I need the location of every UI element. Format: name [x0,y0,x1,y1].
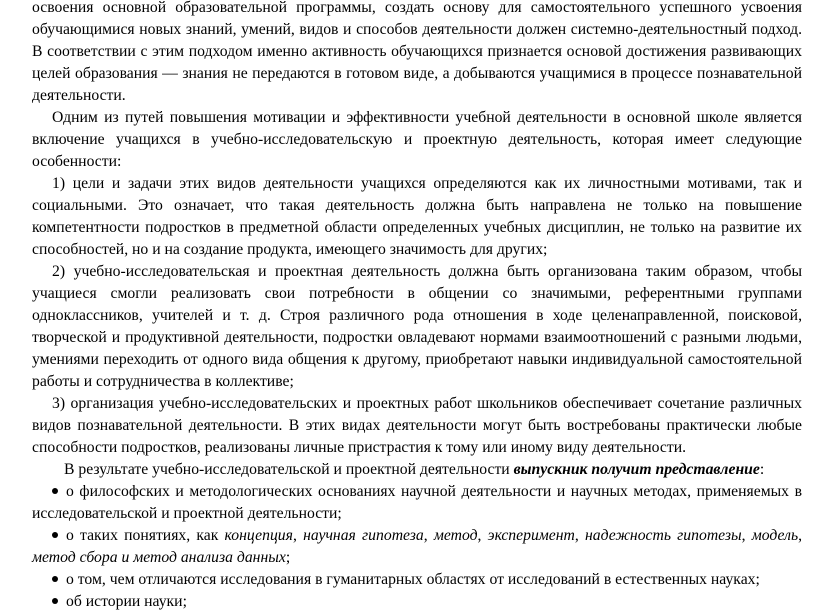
list-item [32,569,802,591]
bullet-2-tail: ; [285,549,291,566]
term-data-methods: метод сбора и метод анализа данных [32,549,286,566]
paragraph-6 [32,459,802,481]
separator: , [423,527,434,544]
bullet-icon [52,598,58,604]
bullet-icon [52,532,58,538]
paragraph-4: 2) учебно-исследовательская и проектная деятельность должна быть организована таким образом, чтобы учащиеся смогли реализовать свои потребности в общении со значимыми, референтными группами одноклассников, учителей и т. д. Строя различного рода отношения в ходе целенаправленной, поисковой, творческой и продуктивной деятельности, подростки овладевают нормами взаимоотношений с разными людьми, умениями переходить от одного вида общения к другому, приобретают навыки индивидуальной самостоятельной работы и сотрудничества в коллективе; [32,263,802,390]
bullet-3-text: о том, чем отличаются исследования в гуманитарных областях от исследований в естественных науках; [66,571,760,588]
separator: , [574,527,585,544]
separator: , [798,527,803,544]
paragraph-6-tail: : [759,461,765,478]
separator: , [292,527,304,544]
paragraph-6-emphasis: выпускник получит представление [513,461,760,478]
paragraph-3: 1) цели и задачи этих видов деятельности учащихся определяются как их личностными мотивами, так и социальными. Это означает, что такая деятельность должна быть направлена не только на повышение компетентности подростков в предметной области определенных учебных дисциплин, не только на развитие их способностей, но и на создание продукта, имеющего значимость для других; [32,175,802,258]
bullet-4-text: об истории науки; [66,593,187,610]
list-item [32,481,802,525]
paragraph-1: освоения основной образовательной программы, создать основу для самостоятельного успешного усвоения обучающимися новых знаний, умений, видов и способов деятельности должен системно-деятельностный подход. В соответствии с этим подходом именно активность обучающихся признается основой достижения развивающих целей образования — знания не передаются в готовом виде, а добываются учащимися в процессе познавательной деятельности. [32,0,802,104]
term-reliability: надежность гипотезы [585,527,742,544]
bullet-list [32,481,802,613]
list-item [32,525,802,569]
bullet-icon [52,576,58,582]
separator: , [741,527,752,544]
bullet-icon [52,488,58,494]
term-hypothesis: научная гипотеза [303,527,424,544]
term-experiment: эксперимент [487,527,575,544]
paragraph-5: 3) организация учебно-исследовательских и проектных работ школьников обеспечивает сочетание различных видов познавательной деятельности. В этих видах деятельности могут быть востребованы практически любые способности подростков, реализованы личные пристрастия к тому или иному виду деятельности. [32,395,802,456]
paragraph-2: Одним из путей повышения мотивации и эффективности учебной деятельности в основной школе является включение учащихся в учебно-исследовательскую и проектную деятельность, которая имеет следующие особенности: [32,109,802,170]
separator: , [477,527,488,544]
document-page [32,0,802,613]
paragraph-6-lead: В результате учебно-исследовательской и проектной деятельности [64,461,514,478]
term-model: модель [751,527,799,544]
term-concept: концепция [224,527,293,544]
term-method: метод [433,527,478,544]
list-item [32,591,802,613]
bullet-2-lead: о таких понятиях, как [66,527,225,544]
bullet-1-text: о философских и методологических основаниях научной деятельности и научных методах, применяемых в исследовательской и проектной деятельности; [32,483,802,522]
